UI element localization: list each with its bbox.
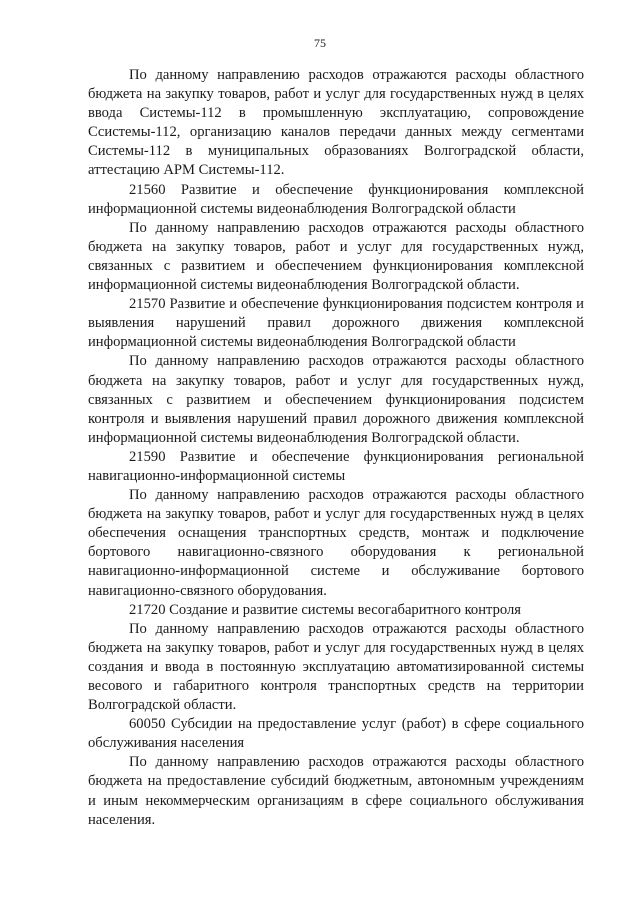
paragraph-body: По данному направлению расходов отражаются расходы областного бюджета на закупку товаров, работ и услуг для государственных нужд, связанных с развитием и обеспечением функционирования комплексной информационной системы видеонаблюдения Волгоградской области. — [88, 219, 584, 294]
section-heading: 21590 Развитие и обеспечение функционирования региональной навигационно-информационной системы — [88, 448, 584, 484]
paragraph-body: По данному направлению расходов отражаются расходы областного бюджета на предоставление субсидий бюджетным, автономным учреждениям и иным некоммерческим организациям в сфере социального обслуживания населения. — [88, 754, 584, 828]
paragraph-body: По данному направлению расходов отражаются расходы областного бюджета на закупку товаров, работ и услуг для государственных нужд в целях ввода Системы-112 в промышленную эксплуатацию, сопровождение Ссистемы-112, организацию каналов передачи данных между сегментами Системы-112 в муниципальных образованиях Волгоградской области, аттестацию АРМ Системы-112. — [88, 67, 584, 179]
paragraph-body: По данному направлению расходов отражаются расходы областного бюджета на закупку товаров, работ и услуг для государственных нужд в целях обеспечения оснащения транспортных средств, монтаж и подключение бортового навигационно-связного оборудования к региональной навигационно-информационной системе и обслуживание бортового навигационно-связного оборудования. — [88, 487, 584, 599]
section-heading: 21570 Развитие и обеспечение функционирования подсистем контроля и выявления нарушений правил дорожного движения комплексной информационной системы видеонаблюдения Волгоградской области — [88, 296, 584, 351]
section-heading: 21560 Развитие и обеспечение функционирования комплексной информационной системы видеонаблюдения Волгоградской области — [88, 181, 584, 217]
section-heading: 21720 Создание и развитие системы весогабаритного контроля — [129, 601, 521, 618]
section-heading: 60050 Субсидии на предоставление услуг (работ) в сфере социального обслуживания населения — [88, 716, 584, 752]
page-number: 75 — [314, 36, 326, 50]
paragraph-body: По данному направлению расходов отражаются расходы областного бюджета на закупку товаров, работ и услуг для государственных нужд в целях создания и ввода в постоянную эксплуатацию автоматизированной системы весового и габаритного контроля транспортных средств на территории Волгоградской области. — [88, 620, 584, 714]
paragraph-body: По данному направлению расходов отражаются расходы областного бюджета на закупку товаров, работ и услуг для государственных нужд, связанных с развитием и обеспечением функционирования подсистем контроля и выявления нарушений правил дорожного движения комплексной информационной системы видеонаблюдения Волгоградской области. — [88, 353, 584, 446]
document-body — [88, 66, 584, 830]
